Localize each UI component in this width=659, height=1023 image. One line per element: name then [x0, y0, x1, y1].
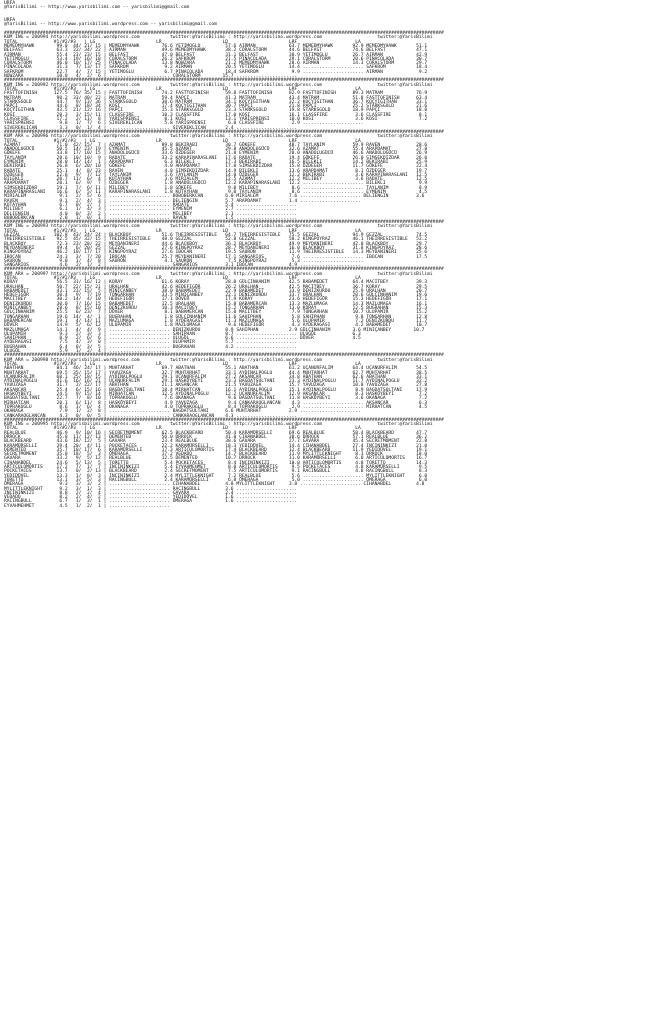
- result-row: BUGRAHAN 6.4 0/ 3/ 5 | ...................... BUGRAHAN 4.2 ......................: [4, 344, 298, 350]
- result-row: MYLITTLEKNIGHT 9.2 3/ 1/ 3 | ...................... RACINGBULL 3.6 ......................: [4, 486, 298, 492]
- result-row: BELFAST 63.3 22/ 34/ 22 | AIRMAN 49.6 MEMEDMYHAWK 38.2 CORALSTORM 44.6 BELFAST 74.6 BELFAST 47.1: [4, 48, 428, 54]
- result-row: KOÇYIGITHAN 43.5 21/ 12/ 16 | PAPÇI 15.3 STARKSGOLD 23.3 STARKSGOLD 19.8 STARKSGOLD 18.9 PAPÇI 18.8: [4, 108, 428, 114]
- separator-line: ###############################################################################################################################################################: [4, 78, 444, 84]
- result-row: EYVAHMEHMET 4.5 1/ 2/ 1 | ......................: [4, 503, 170, 509]
- result-row: MAZLUMAGA 14.1 4/ 4/ 9 | ...................... DENIZKURDU 8.9 SAHIPHAN 2.9 GÜLÇINHANIM 3.6 MINIÇANBEY 10.7: [4, 327, 425, 333]
- result-row: BLACKBEARD 43.6 18/ 12/ 5 | GAVARA 23.4 REALBLUE 38.6 GAVARA 27.7 GAVARA 45.4 SECRETMOMENT 22.8: [4, 439, 428, 445]
- result-row: MACITBEY 30.2 14/ 4/ 10 | HEDEFIGÖR 17.1 DÖVER 17.9 KORAY 23.6 HEDEFIGÖR 15.3 HEDEFIGÖR 17.1: [4, 297, 428, 303]
- race-block: [4, 79, 659, 131]
- result-row: AKSANCAR 25.4 6/ 15/ 16 | BAGDATSULTANI 18.4 MIRHATCAN 16.1 AYDINALPOGLU 15.1 AYDINALPOGLU 8.9 BAGDATSULTANI 17.9: [4, 387, 428, 393]
- result-row: YARISPRENSI 9.8 1/ 7/ 6 | SIVEREKLICAN 5.8 YARISPRENSI 6.0 CLASSFIRE 2.9 ......................: [4, 121, 364, 127]
- result-row: TAYLANIM 28.6 10/ 10/ 9 | RADATE 33.2 KARAPINARASLANI 17.6 RADATE 19.4 GÖKEFE 26.0 SIMSEKDIZDAR 26.0: [4, 155, 428, 161]
- result-row: HEDEFIGÖR 30.4 9/ 7/ 19 | TONGARHAN 33.5 MINIÇANBEY 22.1 DENIZKURDU 33.7 URALHAN 20.6 GÜLÇINHANIM 19.6: [4, 293, 428, 299]
- result-row: CANKARAOGLANCAN 4.3 0/ 0/ 5 | ...................... CANKARAOGLANCAN 4.3 ......................: [4, 413, 298, 419]
- column-header-line: TOTAL #1/#2/#3 | LG LR LD LRF LA: [4, 39, 361, 45]
- result-row: TONGARHAN 19.6 14/ 4/ 1 | BUGRAHAN 1.8 GÜLÇINHANIM 11.6 SAHIPHAN 5.8 SAHIPHAN 9.8 TONGARHAN 12.8: [4, 314, 428, 320]
- result-row: SIVEREKLICAN 3.3 0/ 1/ 4 | ...................... SIVEREKLICAN 2.4 ......................: [4, 125, 298, 131]
- result-row: SAURON 9.0 1/ 4/ 8 | SAURON 4.1 SAURON 7.5 KINGPOYRAZ 5.3 ......................: [4, 258, 364, 264]
- result-row: MINIÇANBEY 28.6 8/ 15/ 10 | DENIZKURDU 10.3 MACITBEY 15.2 TONGARHAN 13.0 KORAY 12.5 BUGRAHAN 15.3: [4, 306, 428, 312]
- separator-line: ###############################################################################################################################################################: [4, 417, 444, 423]
- result-row: CIHANABDEL 24.6 5/ 13/ 5 | TORETTO 5.4 POCKETACES 8.4 INCININKIZI 10.0 ARTICULOMORTIS 4.8 TORETTO 14.3: [4, 460, 428, 466]
- result-row: SIMSEKDIZDAR 19.1 7/ 6/ 11 | MILIBEY 1.8 GÖKEFE 9.0 MILIBEY 8.6 ...................... TAYLANIM 8.9: [4, 185, 428, 191]
- header-line: URFA: [4, 18, 16, 24]
- result-row: ÖMERAGA 9.3 3/ 3/ 2 | ...................... CIHANABDEL 4.8 MYLITTLEKNIGHT 3.8 ...................... CIHANABDEL 4.8: [4, 482, 425, 488]
- result-row: TOPRAKOGLU 8.6 1/ 6/ 4 | OKANAGA 4.0 TOPRAKOGLU 8.4 TOPRAKOGLU 2.9 ...................... MIRHATCAN 4.5: [4, 404, 428, 410]
- header-line: @YarisBilimi -- http://www.yarisbilimi.wordpress.com -- yarisbilimi@gmail.com: [4, 22, 217, 28]
- race-block: [4, 419, 659, 509]
- result-row: PAPÇI 44.6 8/ 18/ 34 | KOSI 17.4 KOÇYIGITHAN 30.7 PAPÇI 21.8 PAPÇI 25.2 STARKSGOLD 21.6: [4, 104, 428, 110]
- result-row: YAVUZAGA 31.7 2/ 22/ 17 | ABATHAN 21.1 AKSANCAR 21.5 YAVUZAGA 15.7 YAVUZAGA 10.8 YAVUZAGA 27.8: [4, 383, 428, 389]
- result-row: PINACOLADA 31.3 7/ 13/ 17 | SAFKROM 9.2 AIRMAN 20.5 YETIMOGLU 14.4 ...................... SAFKROM 18.4: [4, 65, 428, 71]
- result-row: ARTICULOMORTIS 17.2 7/ 1/ 7 | INCININKIZI 5.4 EYVAHMEHMET 8.0 ARTICULOMORTIS 9.5 POCKETACES 4.8 KARAMÜRSELLI 9.5: [4, 465, 428, 471]
- result-row: REALBLUE 46.9 9/ 10/ 16 | SECRETMOMENT 62.5 BLACKBEARD 50.4 KARAMÜRSELLI 69.6 REALBLUE 58.4 BLACKBEARD 47.7: [4, 430, 428, 436]
- result-row: GÖKEFE 33.8 17/ 10/ 15 | ANADOLUGÜCÜ 33.6 ÖZDEGER 21.8 EYMENIM 20.0 ANADOLUGÜCÜ 46.6 ANADOLUGÜCÜ 26.9: [4, 151, 428, 157]
- result-row: RAVEN 9.1 2/ 4/ 3 | ...................... DELIENGIN 5.7 ARAPDAMAT 1.4 ......................: [4, 198, 361, 204]
- result-row: MIRHATCAN 20.1 6/ 11/ 8 | HASKÖYBEYI 4.9 YAVUZAGA 9.4 CANKARAOGLANCAN 4.3 ...................... AKSANCAR 6.3: [4, 400, 428, 406]
- result-row: YEDIDÜVEL 13.3 1/ 8/ 3 | INCININKIZI 2.4 MYLITTLEKNIGHT 7.2 REALBLUE 5.6 ...................... MYLITTLEKNIGHT 6.0: [4, 473, 428, 479]
- result-row: AZAMAT 71.0 42/ 15/ 7 | AZAMAT 89.8 BEKIRABI 30.7 GÖKEFE 48.7 TAYLANIM 59.9 RAVEN 28.6: [4, 142, 428, 148]
- result-row: BAGDATSULTANI 22.7 7/ 8/ 10 | TOPRAKOGLU 7.6 OKANAGA 9.6 BAGDATSULTANI 11.8 HASKÖYBEYI 3.6 OKANAGA 7.2: [4, 396, 428, 402]
- result-row: CORALSTORM 46.0 10/ 17/ 25 | PINACOLADA 13.8 NOWZARA 21.2 MEMEDMYHAWK 28.6 AIRMAN 14.3 CORALSTORM 29.7: [4, 61, 428, 67]
- race-block: [4, 354, 659, 418]
- race-title-line: KUM ARA = 200998 http://yarisbilimi.wordpress.com twitter:@YarisBilimi : http://yarisbilimi.wordpress.com twitter:@YarisBilimi: [4, 357, 433, 363]
- result-row: UÇANURFALIM 60.1 25/ 18/ 15 | AYDINALPOGLU 29.1 UÇANURFALIM 27.2 AKSANCAR 34.8 ABATHAN 62.6 ABATHAN 33.1: [4, 374, 428, 380]
- result-row: DRROCK 45.8 11/ 12/ 13 | DEMENTED 56.0 DRROCK 41.0 CIHANABDEL 38.6 DRROCK 57.1 REALBLUE 36.2: [4, 434, 428, 440]
- race-title-line: KUM ARA = 200996 http://yarisbilimi.wordpress.com twitter:@YarisBilimi : http://yarisbilimi.wordpress.com twitter:@YarisBilimi: [4, 134, 433, 140]
- result-row: DELIENGIN 4.0 0/ 3/ 2 | ...................... MILIBEY 2.1 ......................: [4, 211, 298, 217]
- race-block: [4, 131, 659, 221]
- column-header-line: TOTAL #1/#2/#3 | LG LR LD LRF LA: [4, 228, 361, 234]
- result-row: INCININKIZI 8.8 2/ 2/ 4 | ...................... GAVARA 2.4 ......................: [4, 490, 298, 496]
- result-row: MATRAM 90.2 33/ 40/ 22 | MATRAM 59.4 PAPÇI 41.3 MATRAM 43.4 MATRAM 51.8 FASTTOFINISH 63.4: [4, 95, 428, 101]
- result-row: ULUPAMIR 9.3 2/ 3/ 3 | ...................... SAHIPHAN 8.7 ...................... ULUGÖL 6.3: [4, 331, 361, 337]
- race-block: [4, 32, 659, 79]
- result-row: KORAY 56.5 31/ 16/ 12 | KORAY 61.6 KORAY 28.0 GÜLÇINHANIM 42.5 BABAMEDET 64.4 MACITBEY 39.3: [4, 280, 428, 286]
- result-row: BOBOBERKCAN 2.8 1/ 0/ 1 | ...................... RAVEN 1.5 ......................: [4, 215, 298, 221]
- separator-line: ###############################################################################################################################################################: [4, 129, 444, 135]
- result-row: MILIBEY 6.1 1/ 4/ 3 | ...................... EYMENIM 2.7 ......................: [4, 207, 298, 213]
- result-row: MEMEDMYHAWK 99.0 44/ 21/ 15 | MEMEDMYHAWK 76.6 YETIMOGLU 57.6 AIRMAN 63.7 MEMEDMYHAWK 92.9 MEMEDMYHAWK 51.1: [4, 43, 428, 49]
- race-title-line: KUM ING = 200995 http://yarisbilimi.wordpress.com twitter:@YarisBilimi : http://yarisbilimi.wordpress.com twitter:@YarisBilimi: [4, 422, 433, 428]
- result-row: THEIRRESISTIBLE 92.5 45/ 32/ 15 | THEIRRESISTIBLE 48.0 GEZZAL 52.8 GEZZAL 58.2 KINGPOYRAZ 46.1 THEIRRESISTIBLE 53.2: [4, 237, 428, 243]
- document-header: [4, 2, 659, 32]
- result-row: YETIMOGLU 53.4 19/ 16/ 18 | CORALSTORM 26.2 SAFKROM 21.5 PINACOLADA 29.1 CORALSTORM 20.6 PINACOLADA 30.7: [4, 56, 428, 62]
- result-row: DENIZKURDU 30.0 7/ 16/ 15 | BABAMEDET 12.5 URALHAN 15.8 BABAMERCAN 13.3 MAZLUMAGA 14.3 MAZLUMAGA 16.1: [4, 301, 428, 307]
- result-row: VEDADO 8.2 2/ 4/ 2 | ...................... YEDIDÜVEL 1.6 ......................: [4, 495, 298, 501]
- result-row: GAVARA 33.2 9/ 5/ 12 | REALBLUE 12.5 DEMENTED 10.7 DRROCK 11.0 KARAMÜRSELLI 6.0 ARTICULOMORTIS 16.7: [4, 456, 428, 462]
- result-row: SECRETMOMENT 35.0 18/ 5/ 3 | ÖMERAGA 17.2 VEDADO 14.7 BLACKBEARD 11.9 MYLITTLEKNIGHT 8.3 DRROCK 18.0: [4, 452, 428, 458]
- result-row: ARAPDAMAT 20.1 6/ 9/ 7 | ÖZDEGER 1.8 ANADOLUGÜCÜ 12.2 KARAPINARASLANI 12.2 ...................... BILEKLI 9.9: [4, 181, 428, 187]
- result-row: RACINGBULL 6.7 1/ 3/ 1 | ...................... ÖMERAGA 1.6 ......................: [4, 499, 298, 505]
- separator-line: ###############################################################################################################################################################: [4, 353, 444, 359]
- column-header-line: TOTAL #1/#2/#3 | LG LR LD LRF LA: [4, 426, 361, 432]
- result-row: AYDERAGASI 7.5 4/ 3/ 0 | ...................... ULUPAMIR 5.7 ......................: [4, 340, 298, 346]
- result-row: KUTAYHAN 6.7 0/ 2/ 7 | ...................... RADATE 5.4 ......................: [4, 202, 298, 208]
- result-row: CLASSFIRE 17.2 2/ 11/ 8 | YARISPRENSI 8.1 KOSI 13.1 YARISPRENSI 10.0 KOSI 3.6 KOSI 7.2: [4, 117, 428, 123]
- result-row: EYMENIM 28.0 14/ 14/ 1 | ARAPDAMAT 6.3 BILEKLI 17.3 BEKIRABI 16.5 BILEKLI 14.2 BEKIRABI 25.9: [4, 159, 428, 165]
- result-row: SANGARIOS 4.6 2/ 1/ 2 | ...................... SANGARIOS 3.1 IBOCAN 4.9 ......................: [4, 263, 361, 269]
- result-row: KOSI 20.3 3/ 15/ 11 | CLASSFIRE 10.3 CLASSFIRE 17.0 KOSI 16.1 CLASSFIRE 3.6 CLASSFIRE 8.1: [4, 112, 428, 118]
- separator-line: ###############################################################################################################################################################: [4, 31, 444, 37]
- result-row: KARAMÜRSELLI 39.4 20/ 4/ 11 | POCKETACES 22.2 KARAMÜRSELLI 18.3 YEDIDÜVEL 14.4 CIHANABDEL 27.4 INCININKIZI 21.0: [4, 443, 428, 449]
- result-row: BLACKBOY 72.3 23/ 28/ 22 | MEYDANINERI 44.6 BLACKBOY 36.2 BLACKBOY 49.9 MEYDANINERI 42.0 BLACKBOY 29.7: [4, 241, 428, 247]
- result-row: POCKETACES 13.7 0/ 2/ 13 | BLACKBEARD 2.4 SECRETMOMENT 7.5 ARTICULOMORTIS 9.1 RACINGBULL 4.8 RACINGBULL 8.3: [4, 469, 428, 475]
- result-row: GEZZAL 102.8 43/ 24/ 24 | BLACKBOY 51.6 THEIRRESISTIBLE 64.7 THEIRRESISTIBLE 75.5 GEZZAL 94.9 GEZZAL 74.5: [4, 233, 428, 239]
- race-block: [4, 221, 659, 268]
- race-title-line: KUM ING = 200992 http://yarisbilimi.wordpress.com twitter:@YarisBilimi : http://yarisbilimi.wordpress.com twitter:@YarisBilimi: [4, 82, 433, 88]
- result-row: TORETTO 13.1 3/ 5/ 3 | RACINGBULL 2.4 KARAMÜRSELLI 6.8 ÖMERAGA 5.0 ...................... ÖMERAGA 6.0: [4, 477, 428, 483]
- race-blocks: [4, 32, 659, 509]
- result-row: SAFKROM 22.7 4/ 7/ 15 | YETIMOGLU 6.7 PINACOLADA 18.4 SAFKROM 9.9 ...................... AIRMAN 9.2: [4, 69, 428, 75]
- result-row: BEKIRABI 26.8 6/ 20/ 10 | GÖKEFE 4.0 ARAPDAMAT 17.0 SIMSEKDIZDAR 15.8 ÖZDEGER 11.7 GÖKEFE 22.4: [4, 164, 428, 170]
- result-row: URALHAN 50.7 22/ 15/ 21 | URALHAN 42.6 HEDEFIGÖR 26.2 URALHAN 42.5 MACITBEY 36.7 KORAY 29.5: [4, 284, 428, 290]
- race-title-line: KUM ING = 200994 http://yarisbilimi.wordpress.com twitter:@YarisBilimi : http://yarisbilimi.wordpress.com twitter:@YarisBilimi: [4, 35, 433, 41]
- result-row: ABATHAN 84.1 46/ 24/ 17 | MUHTARHAT 69.7 ABATHAN 55.1 ABATHAN 61.2 UÇANURFALIM 64.4 UÇANURFALIM 54.5: [4, 366, 428, 372]
- result-row: OKANAGA 7.9 1/ 2/ 8 | ...................... BAGDATSULTANI 6.6 MUHTARHAT 2.9 ......................: [4, 409, 361, 415]
- result-row: ÖZDEGER 22.8 9/ 7/ 12 | TAYLANIM 3.6 TAYLANIM 14.0 ÖZDEGER 12.2 BEKIRABI 3.6 KARAPINARASLANI 12.5: [4, 172, 428, 178]
- separator-line: ###############################################################################################################################################################: [4, 220, 444, 226]
- result-row: FASTTOFINISH 127.5 76/ 35/ 15 | FASTTOFINISH 74.2 FASTTOFINISH 59.0 FASTTOFINISH 82.9 FASTTOFINISH 89.3 MATRAM 76.9: [4, 91, 428, 97]
- separator-line: ###############################################################################################################################################################: [4, 267, 444, 273]
- race-block: [4, 268, 659, 354]
- result-row: STARKSGOLD 44.7 9/ 13/ 36 | STARKSGOLD 38.6 MATRAM 34.1 KOÇYIGITHAN 32.2 KOÇYIGITHAN 36.7 KOÇYIGITHAN 33.1: [4, 99, 428, 105]
- column-header-line: TOTAL #1/#2/#3 | LG LR LD LRF LA: [4, 361, 361, 367]
- result-row: SAHIPHAN 8.9 2/ 6/ 6 | ...................... ULUGÖL 6.6 ...................... DÖVER 4.5: [4, 336, 361, 342]
- result-row: MIRIALEM 9.1 2/ 5/ 6 | ...................... BOBOBERKCAN 6.0 MIRIALEM 7.6 ...................... DELIENGIN 3.6: [4, 194, 425, 200]
- race-title-line: KUM ING = 200993 http://yarisbilimi.wordpress.com twitter:@YarisBilimi : http://yarisbilimi.wordpress.com twitter:@YarisBilimi: [4, 224, 433, 230]
- result-row: RADATE 25.1 4/ 8/ 23 | RAVEN 4.0 SIMSEKDIZDAR 14.9 BILEKLI 13.6 ARAPDAMAT 8.1 ÖZDEGER 19.7: [4, 168, 428, 174]
- result-row: BILEKLI 20.7 11/ 6/ 4 | KUTAYHAN 3.6 MIRIALEM 12.5 AZAMAT 12.2 MILIBEY 3.6 RADATE 12.5: [4, 177, 428, 183]
- result-row: BABAMERCAN 19.1 4/ 14/ 11 | MAZLUMAGA 1.8 AYDERAGASI 11.3 MAZLUMAGA 5.6 ULUPAMIR 7.2 DENIZKURDU 11.7: [4, 318, 428, 324]
- result-row: BABAMEDET 43.1 23/ 15/ 5 | MINIÇANBEY 38.0 BABAMEDET 22.9 BABAMEDET 33.9 DENIZKURDU 25.9 URALHAN 20.7: [4, 288, 428, 294]
- race-title-line: KUM ARA = 200997 http://yarisbilimi.wordpress.com twitter:@YarisBilimi : http://yarisbilimi.wordpress.com twitter:@YarisBilimi: [4, 271, 433, 277]
- result-row: AYDINALPOGLU 41.6 16/ 16/ 21 | UÇANURFALIM 29.1 HASKÖYBEYI 23.3 BAGDATSULTANI 23.3 AYDINALPOGLU 11.7 AYDINALPOGLU 32.2: [4, 379, 428, 385]
- header-line: @YarisBilimi -- http://www.yarisbilimi.com -- yarisbilimi@gmail.com: [4, 5, 190, 11]
- column-header-line: TOTAL #1/#2/#3 | LG LR LD LRF LA: [4, 276, 361, 281]
- result-row: MUHTARHAT 69.5 35/ 15/ 17 | YAVUZAGA 32.7 MUHTARHAT 33.1 AYDINALPOGLU 44.4 MUHTARHAT 62.7 MUHTARHAT 38.5: [4, 370, 428, 376]
- result-row: MEYDANINERI 49.4 6/ 20/ 25 | GEZZAL 27.6 KINGPOYRAZ 28.7 MEYDANINERI 16.0 BLACKBOY 31.8 KINGPOYRAZ 28.6: [4, 245, 428, 251]
- result-row: AIRMAN 55.4 23/ 23/ 15 | BELFAST 47.0 BELFAST 31.1 BELFAST 38.9 YETIMOGLU 26.7 AIRMAN 42.9: [4, 52, 428, 58]
- result-row: IBOCAN 24.3 3/ 7/ 20 | IBOCAN 25.7 MEYDANINERI 17.1 SANGARIOS 7.6 ...................... IBOCAN 17.5: [4, 254, 428, 260]
- result-row: DÖVER 14.9 5/ 6/ 12 | ULUPAMIR 1.8 MAZLUMAGA 9.6 HEDEFIGÖR 4.3 AYDERAGASI 4.2 BABAMEDET 10.7: [4, 323, 428, 329]
- header-line: URFA: [4, 1, 16, 6]
- result-row: ANADOLUGÜCÜ 50.5 14/ 23/ 19 | EYMENIM 45.5 AZAMAT 29.8 ANADOLUGÜCÜ 32.6 AZAMAT 55.4 ARAPDAMAT 27.8: [4, 147, 428, 153]
- column-header-line: TOTAL #1/#2/#3 | LG LR LD LRF LA: [4, 138, 361, 144]
- result-row: ULUGÖL 5.9 1/ 2/ 4 | ......................: [4, 349, 170, 355]
- result-row: KARAPINARASLANI 16.6 6/ 5/ 11 | KARAPINARASLANI 1.8 KUTAYHAN 9.0 TAYLANIM 8.6 ...................... EYMENIM 4.5: [4, 190, 428, 196]
- result-row: GÜLÇINHANIM 25.5 6/ 23/ 7 | DÖVER 8.1 BABAMERCAN 15.0 MACITBEY 7.9 TONGARHAN 10.7 ULUPAMIR 15.2: [4, 310, 428, 316]
- result-row: HASKÖYBEYI 24.5 9/ 15/ 14 | MIRHATCAN 12.5 AYDINALPOGLU 12.2 UÇANURFALIM 12.9 AKSANCAR 8.3 HASKÖYBEYI 7.2: [4, 392, 428, 398]
- result-row: NOWZARA 10.0 4/ 2/ 6 | ...................... CORALSTORM 15.7 ......................: [4, 74, 298, 80]
- column-header-line: TOTAL #1/#2/#3 | LG LR LD LRF LA: [4, 86, 361, 92]
- result-row: DEMENTED 35.7 10/ 17/ 6 | KARAMÜRSELLI 17.3 ARTICULOMORTIS 17.4 BLACKBEARD 12.4 BLACKBEARD 11.9 YEDIDÜVEL 19.1: [4, 447, 428, 453]
- result-row: KINGPOYRAZ 46.2 10/ 17/ 17 | KINGPOYRAZ 27.6 IBOCAN 19.5 SAURON 11.9 THEIRRESISTIBLE 14.3 MEYDANINERI 25.6: [4, 250, 428, 256]
